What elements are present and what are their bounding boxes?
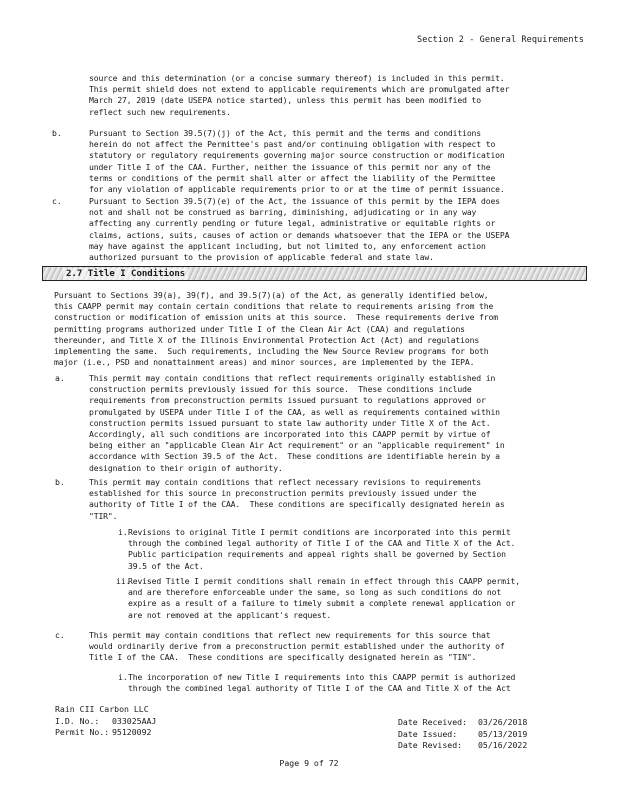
text-line: may have against the applicant including, but not limited to, any enforcement action	[89, 240, 486, 251]
text-line: established for this source in preconstruction permits previously issued under the	[89, 488, 477, 499]
title-b-i-label: i.	[118, 527, 128, 537]
text-line: The incorporation of new Title I requirements into this CAAPP permit is authorized	[128, 672, 516, 682]
text-line: major (i.e., PSD and nonattainment areas) and minor sources, are implemented by the IEPA.	[54, 357, 475, 368]
text-line: implementing the same. Such requirements, including the New Source Review programs for both	[54, 346, 489, 357]
text-line: Pursuant to Sections 39(a), 39(f), and 39.5(7)(a) of the Act, as generally identified below,	[54, 290, 489, 300]
title-c-i-label: i.	[118, 672, 128, 682]
text-line: construction permits issued pursuant to state law authority under Title X of the Act.	[89, 417, 491, 428]
text-line: Pursuant to Section 39.5(7)(e) of the Act, the issuance of this permit by the IEPA does	[89, 196, 500, 206]
text-line: not and shall not be construed as barring, diminishing, adjudicating or in any way	[89, 207, 477, 218]
section-heading-title: 2.7 Title I Conditions	[63, 268, 188, 280]
text-line: requirements from preconstruction permits issued pursuant to regulations approved or	[89, 395, 486, 406]
footer-permit-value: 95120092	[112, 727, 152, 738]
footer-company: Rain CII Carbon LLC	[55, 704, 149, 714]
text-line: affecting any currently pending or future legal, administrative or equitable rights or	[89, 218, 496, 229]
text-line: accordance with Section 39.5 of the Act. These conditions are identifiable herein by a	[89, 451, 500, 462]
intro-paragraph	[89, 73, 509, 118]
text-line: This permit may contain conditions that reflect requirements originally established in	[89, 373, 496, 383]
title-c-paragraph	[89, 630, 505, 664]
footer-id-value: 033025AAJ	[112, 715, 157, 726]
footer-permit-row	[55, 727, 156, 739]
text-line: March 27, 2019 (date USEPA notice started), unless this permit has been modified to	[89, 95, 481, 106]
section-heading-bar	[42, 266, 587, 281]
title-b-label: b.	[55, 477, 65, 487]
title-b-ii-paragraph	[128, 576, 520, 621]
text-line: Revisions to original Title I permit conditions are incorporated into this permit	[128, 527, 511, 537]
title-b-i-paragraph	[128, 527, 515, 572]
item-c-label: c.	[52, 196, 62, 206]
footer-issued-label: Date Issued:	[398, 728, 458, 739]
text-line: designation to their origin of authority.	[89, 462, 283, 473]
text-line: through the combined legal authority of Title I of the CAA and Title X of the Act	[128, 683, 511, 694]
text-line: permitting programs authorized under Title I of the Clean Air Act (CAA) and regulations	[54, 323, 465, 334]
text-line: and are therefore enforceable under the same, so long as such conditions do not	[128, 587, 502, 598]
title-a-label: a.	[55, 373, 65, 383]
text-line: terms or conditions of the permit shall alter or affect the liability of the Permittee	[89, 172, 496, 183]
text-line: reflect such new requirements.	[89, 106, 231, 117]
text-line: Revised Title I permit conditions shall remain in effect through this CAAPP permit,	[128, 576, 520, 586]
text-line: source and this determination (or a concise summary thereof) is included in this permit.	[89, 73, 505, 83]
text-line: expire as a result of a failure to timely submit a complete renewal application or	[128, 598, 516, 609]
text-line: This permit may contain conditions that reflect necessary revisions to requirements	[89, 477, 481, 487]
section-header: Section 2 - General Requirements	[417, 35, 584, 45]
footer-right-block	[398, 717, 527, 752]
title-i-intro-paragraph	[54, 290, 498, 368]
text-line: 39.5 of the Act.	[128, 560, 204, 571]
text-line: authorized pursuant to the provision of applicable federal and state law.	[89, 252, 434, 263]
text-line: Pursuant to Section 39.5(7)(j) of the Act, this permit and the terms and conditions	[89, 128, 481, 138]
title-c-i-paragraph	[128, 672, 515, 694]
text-line: for any violation of applicable requirements prior to or at the time of permit issuance.	[89, 184, 505, 195]
text-line: herein do not affect the Permittee's past and/or continuing obligation with respect to	[89, 139, 496, 150]
item-c-paragraph	[89, 196, 509, 263]
footer-id-label: I.D. No.:	[55, 715, 100, 726]
footer-revised-row	[398, 740, 527, 752]
text-line: claims, actions, suits, causes of action or demands whatsoever that the IEPA or the USEPA	[89, 229, 510, 240]
text-line: being either an "applicable Clean Air Act requirement" or an "applicable requirement" in	[89, 440, 505, 451]
page-number: Page 9 of 72	[279, 758, 339, 768]
text-line: authority of Title I of the CAA. These conditions are specifically designated herein as	[89, 499, 505, 510]
title-b-paragraph	[89, 477, 505, 522]
text-line: construction permits previously issued for this source. These conditions include	[89, 384, 472, 395]
title-c-label: c.	[55, 630, 65, 640]
text-line: Title I of the CAA. These conditions are specifically designated herein as "TIN".	[89, 652, 477, 663]
text-line: would ordinarily derive from a preconstruction permit established under the authority of	[89, 641, 505, 652]
text-line: through the combined legal authority of Title I of the CAA and Title X of the Act.	[128, 538, 516, 549]
text-line: thereunder, and Title X of the Illinois Environmental Protection Act (Act) and regulations	[54, 334, 480, 345]
footer-id-row	[55, 716, 156, 728]
title-a-paragraph	[89, 373, 505, 474]
text-line: this CAAPP permit may contain certain conditions that relate to requirements arising from the	[54, 301, 494, 312]
footer-issued-row	[398, 729, 527, 741]
footer-left-block	[55, 704, 156, 739]
text-line: "TIR".	[89, 510, 118, 521]
text-line: are not removed at the applicant's request.	[128, 609, 332, 620]
text-line: construction or modification of emission units at this source. These requirements derive from	[54, 312, 498, 323]
footer-revised-value: 05/16/2022	[478, 740, 528, 751]
footer-permit-label: Permit No.:	[55, 727, 110, 738]
footer-issued-value: 05/13/2019	[478, 728, 528, 739]
title-b-ii-label: ii.	[116, 576, 131, 586]
item-b-label: b.	[52, 128, 62, 138]
item-b-paragraph	[89, 128, 505, 195]
text-line: Accordingly, all such conditions are incorporated into this CAAPP permit by virtue of	[89, 429, 491, 440]
footer-received-row	[398, 717, 527, 729]
text-line: This permit shield does not extend to applicable requirements which are promulgated after	[89, 84, 510, 95]
text-line: Public participation requirements and appeal rights shall be governed by Section	[128, 549, 506, 560]
text-line: This permit may contain conditions that reflect new requirements for this source that	[89, 630, 491, 640]
text-line: promulgated by USEPA under Title I of the CAA, as well as requirements contained within	[89, 406, 500, 417]
footer-received-label: Date Received:	[398, 717, 468, 727]
text-line: statutory or regulatory requirements governing major source construction or modification	[89, 150, 505, 161]
footer-revised-label: Date Revised:	[398, 740, 463, 751]
text-line: under Title I of the CAA. Further, neither the issuance of this permit nor any of the	[89, 161, 491, 172]
footer-received-value: 03/26/2018	[478, 717, 528, 727]
